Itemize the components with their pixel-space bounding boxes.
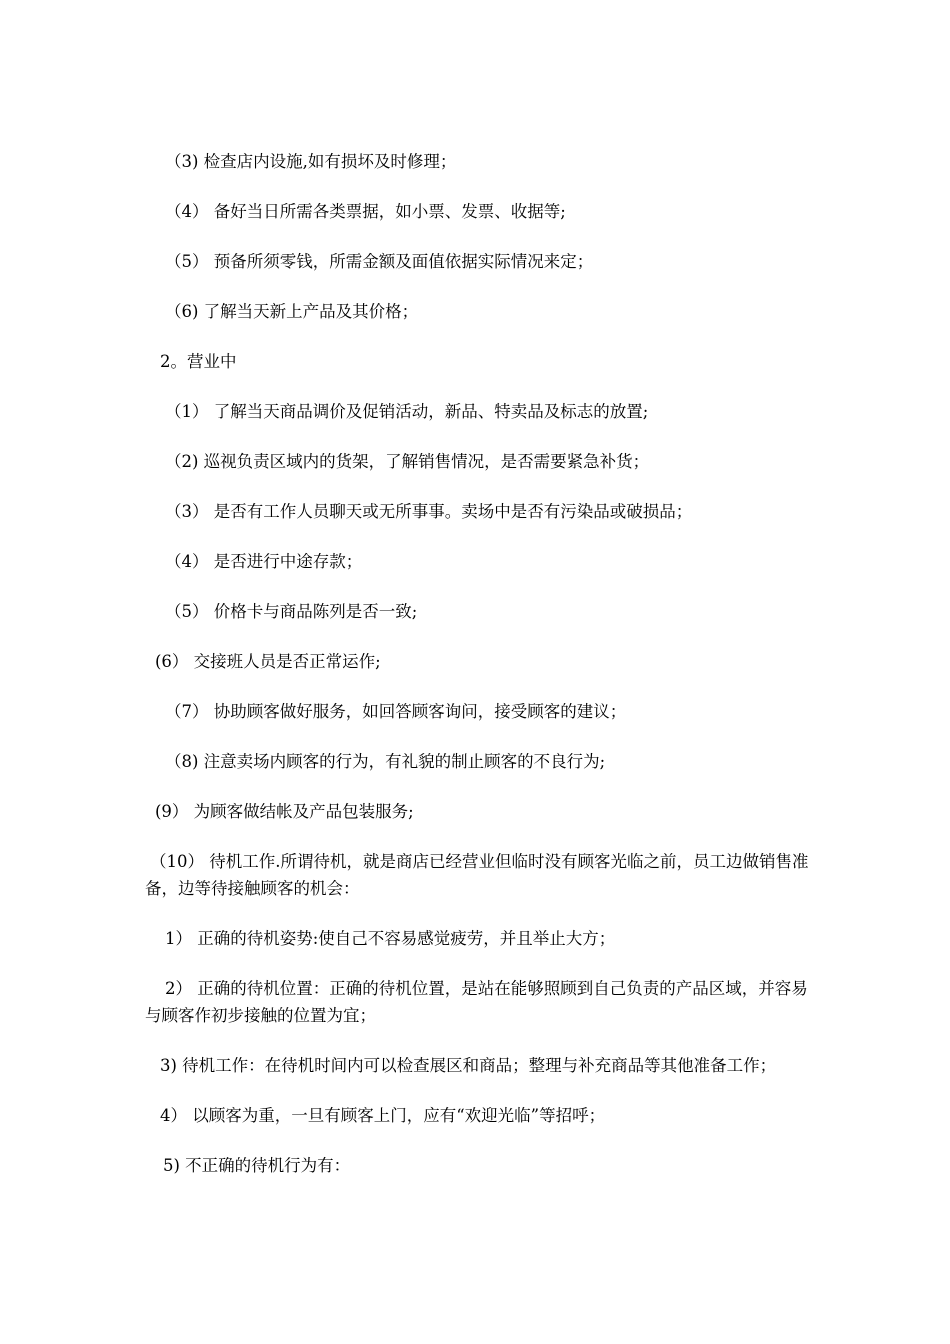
paragraph-item-3-staff: （3） 是否有工作人员聊天或无所事事。卖场中是否有污染品或破损品； <box>165 502 693 521</box>
paragraph-sub-4-greeting: 4） 以顾客为重，一旦有顾客上门，应有“欢迎光临”等招呼； <box>160 1106 606 1125</box>
paragraph-item-5-price-card: （5） 价格卡与商品陈列是否一致; <box>165 602 418 621</box>
paragraph-sub-1-posture: 1） 正确的待机姿势:使自己不容易感觉疲劳，并且举止大方； <box>165 929 616 948</box>
paragraph-item-8-behavior: （8) 注意卖场内顾客的行为，有礼貌的制止顾客的不良行为; <box>165 752 606 771</box>
document-page <box>145 148 810 1202</box>
paragraph-sub-3-standby-work: 3) 待机工作：在待机时间内可以检查展区和商品；整理与补充商品等其他准备工作； <box>160 1056 777 1075</box>
paragraph-item-4-receipts: （4） 备好当日所需各类票据，如小票、发票、收据等; <box>165 202 566 221</box>
paragraph-item-6-new-products: （6) 了解当天新上产品及其价格； <box>165 302 419 321</box>
paragraph-item-3-facilities: （3) 检查店内设施,如有损坏及时修理； <box>165 152 457 171</box>
paragraph-item-9-checkout: (9） 为顾客做结帐及产品包装服务; <box>155 802 414 821</box>
paragraph-item-6-shift: (6） 交接班人员是否正常运作; <box>155 652 381 671</box>
paragraph-item-10-standby: （10） 待机工作.所谓待机，就是商店已经营业但临时没有顾客光临之前，员工边做销售准备，边等待接触顾客的机会： <box>145 852 809 898</box>
paragraph-item-4-deposit: （4） 是否进行中途存款； <box>165 552 363 571</box>
paragraph-item-1-price-adjust: （1） 了解当天商品调价及促销活动，新品、特卖品及标志的放置; <box>165 402 649 421</box>
paragraph-item-2-patrol: （2) 巡视负责区域内的货架，了解销售情况，是否需要紧急补货； <box>165 452 650 471</box>
section-heading-during-business: 2。营业中 <box>160 352 237 371</box>
paragraph-sub-2-position: 2） 正确的待机位置：正确的待机位置，是站在能够照顾到自己负责的产品区域，并容易与顾客作初步接触的位置为宜； <box>145 979 808 1025</box>
paragraph-sub-5-incorrect: 5) 不正确的待机行为有： <box>163 1156 351 1175</box>
paragraph-item-5-change: （5） 预备所须零钱，所需金额及面值依据实际情况来定； <box>165 252 594 271</box>
paragraph-item-7-assist: （7） 协助顾客做好服务，如回答顾客询问，接受顾客的建议； <box>165 702 627 721</box>
